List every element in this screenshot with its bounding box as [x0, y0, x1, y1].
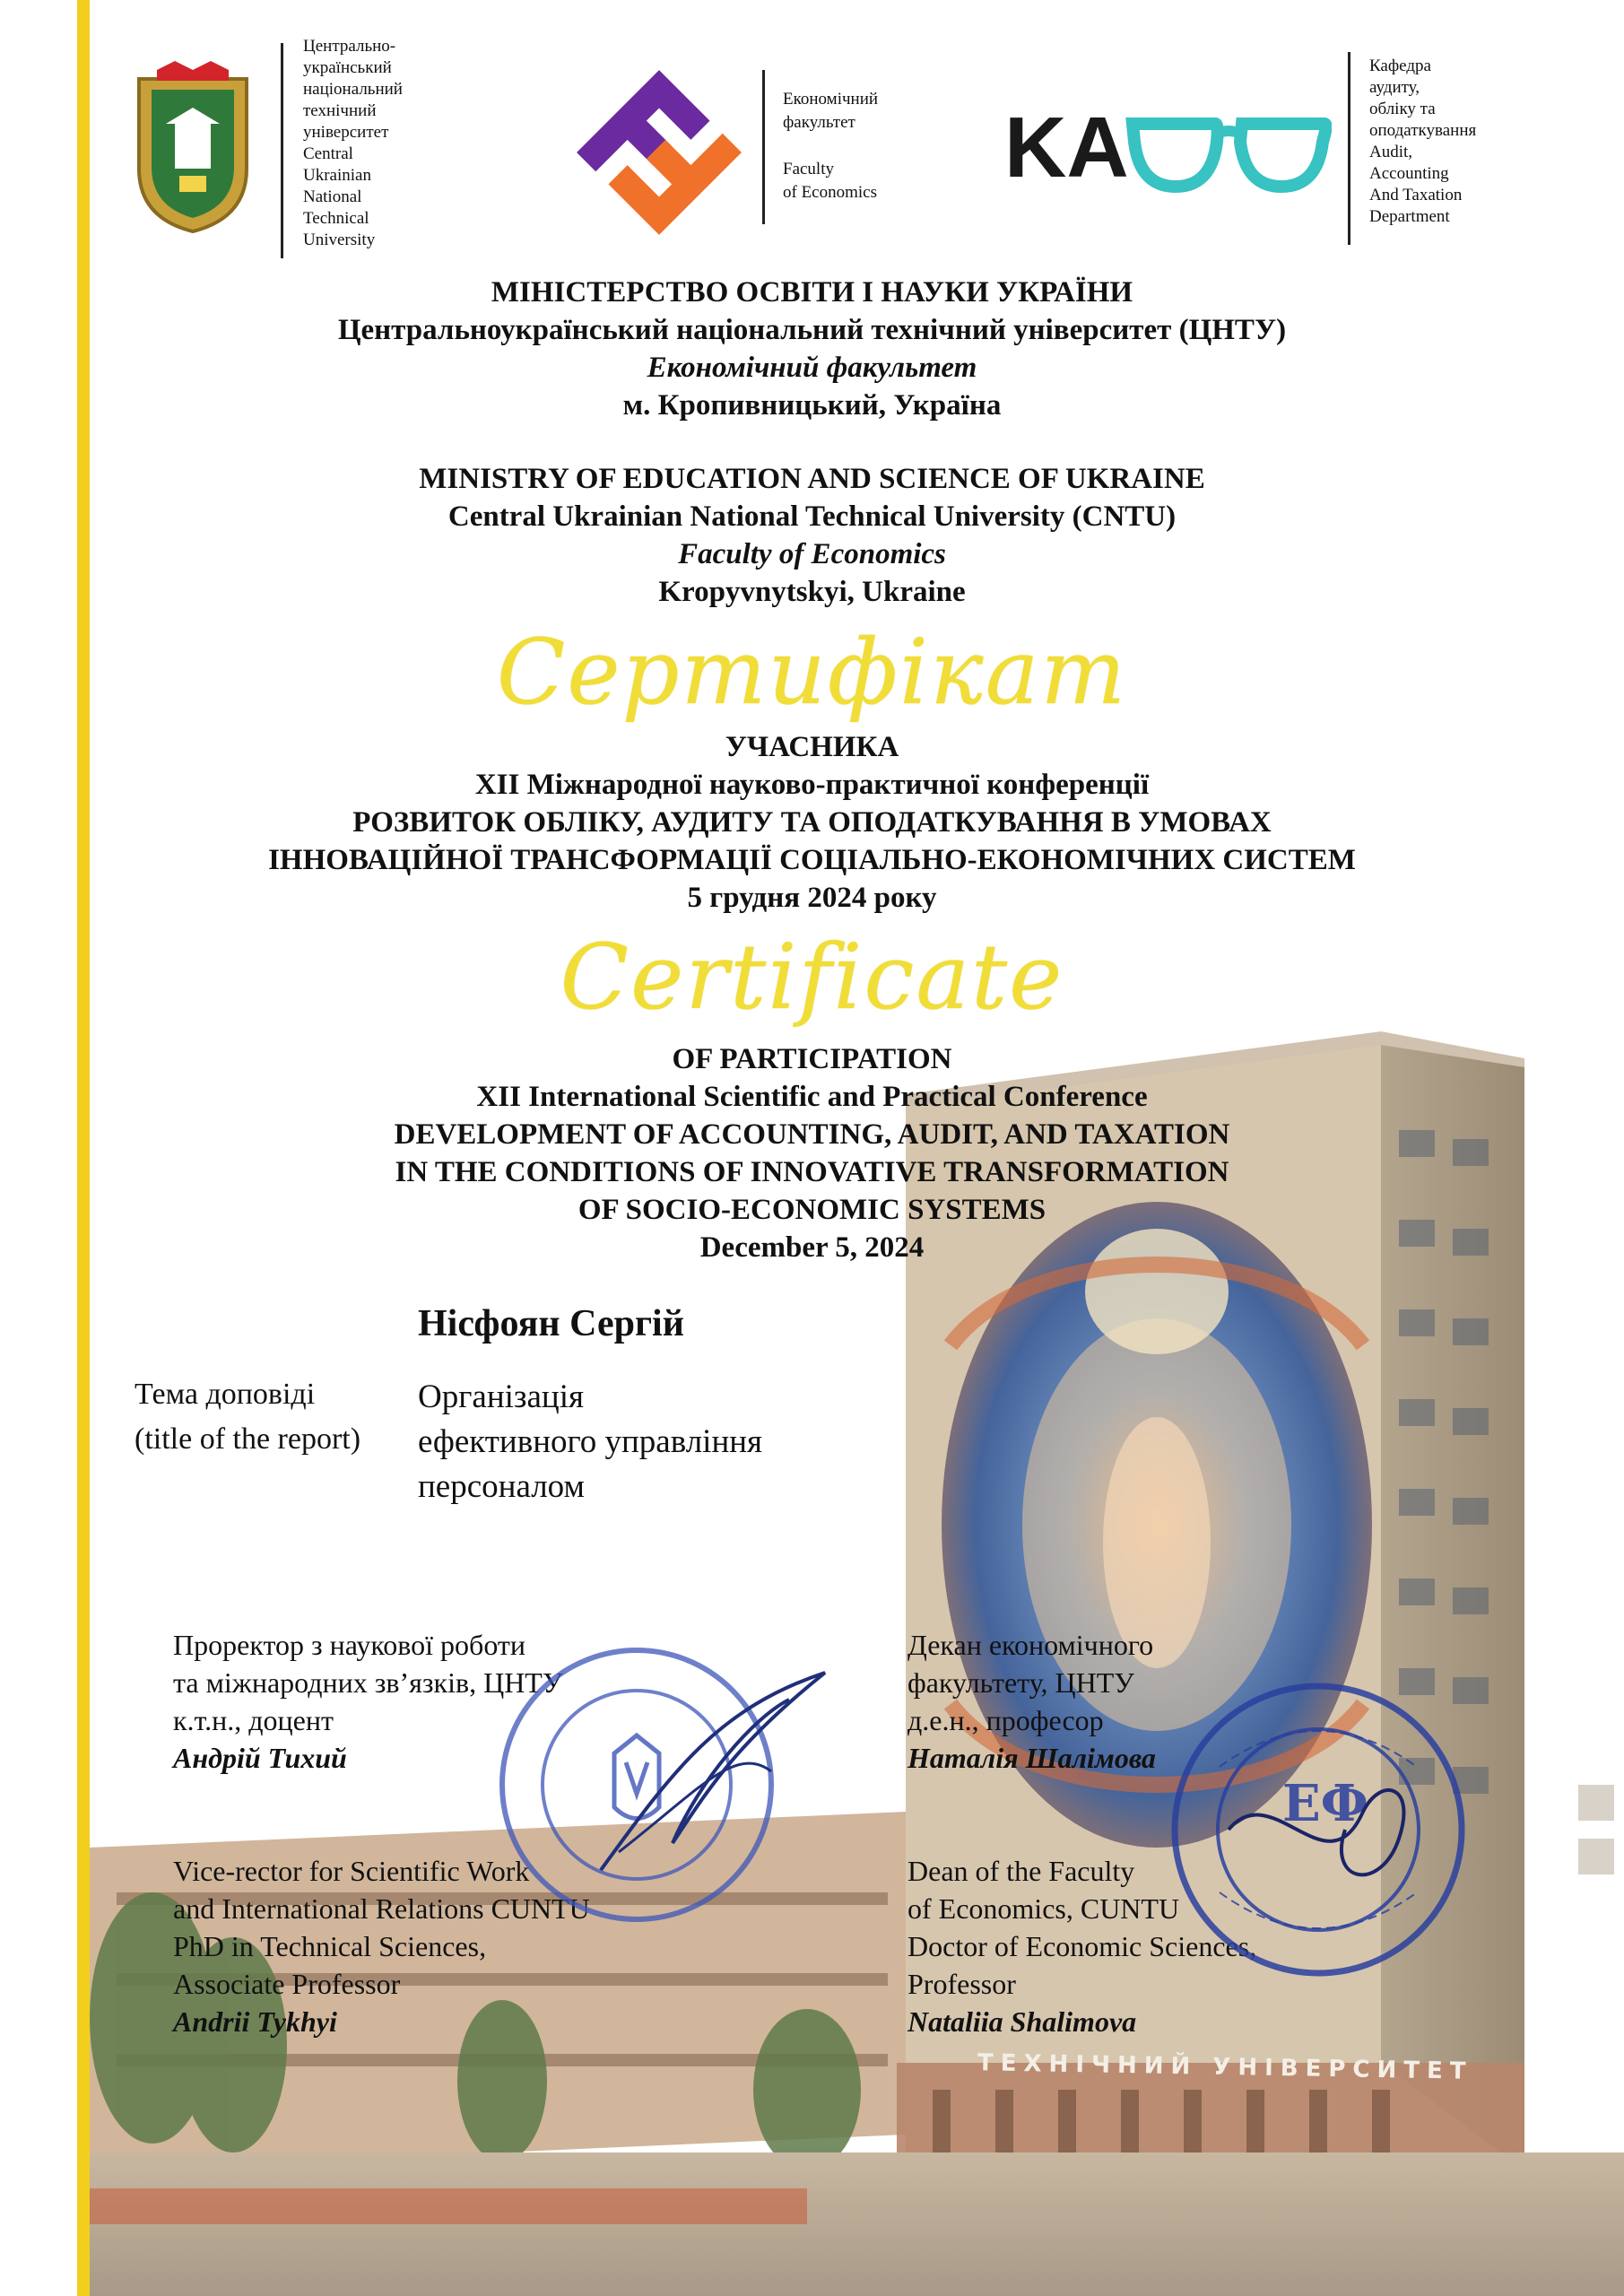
report-title: Організація ефективного управління персоналом: [418, 1378, 763, 1505]
university-stamp-icon: [466, 1637, 843, 1933]
faculty-seal-icon: [1166, 1677, 1471, 1982]
report-label: Тема доповіді (title of the report): [135, 1378, 361, 1456]
certificate-title-en: Certificate: [560, 925, 1064, 1030]
building-sign: ТЕХНІЧНИЙ УНІВЕРСИТЕТ: [977, 2049, 1473, 2085]
participant-name: Нісфоян Сергій: [418, 1303, 684, 1344]
ministry-en: MINISTRY OF EDUCATION AND SCIENCE OF UKRAINE: [419, 463, 1205, 495]
faculty-seal-mark: ЕФ: [1282, 1774, 1368, 1833]
certificate-ua-block: [90, 728, 1534, 917]
certificate-en-block: [90, 1040, 1534, 1266]
faculty-logo-caption: Економічний факультет Faculty of Economics: [783, 90, 879, 202]
date-en: December 5, 2024: [699, 1231, 925, 1264]
dean-name-en: Nataliia Shalimova: [908, 2005, 1137, 2038]
topic-en-line3: OF SOCIO-ECONOMIC SYSTEMS: [578, 1194, 1046, 1226]
faculty-en: Faculty of Economics: [678, 538, 946, 570]
city-ua: м. Кропивницький, Україна: [622, 389, 1002, 422]
dean-signature-en: Dean of the Faculty of Economics, CUNTU Doctor of Economic Sciences, Professor Nataliia Shalimova: [908, 1852, 1256, 2040]
participant-label-ua: УЧАСНИКА: [725, 731, 899, 763]
topic-ua-line2: ІННОВАЦІЙНОЇ ТРАНСФОРМАЦІЇ СОЦІАЛЬНО-ЕКОНОМІЧНИХ СИСТЕМ: [268, 844, 1356, 876]
faculty-ua: Економічний факультет: [647, 352, 977, 384]
header-divider: [281, 43, 283, 258]
participant-label-en: OF PARTICIPATION: [672, 1043, 952, 1075]
date-ua: 5 грудня 2024 року: [687, 882, 937, 914]
conference-ua: XII Міжнародної науково-практичної конференції: [474, 769, 1150, 801]
conference-en: XII International Scientific and Practical Conference: [476, 1081, 1148, 1113]
header-divider: [1348, 52, 1350, 245]
certificate-title-ua: Сертифікат: [496, 620, 1128, 725]
university-ua: Центральноукраїнський національний технічний університет (ЦНТУ): [337, 314, 1287, 346]
vice-rector-signature-ua: Проректор з наукової роботи та міжнародних зв’язків, ЦНТУ к.т.н., доцент Андрій Тихий: [173, 1626, 563, 1777]
topic-ua-line1: РОЗВИТОК ОБЛІКУ, АУДИТУ ТА ОПОДАТКУВАННЯ В УМОВАХ: [352, 806, 1272, 839]
topic-en-line1: DEVELOPMENT OF ACCOUNTING, AUDIT, AND TAXATION: [394, 1118, 1230, 1151]
department-logo-mark: KA: [1004, 100, 1129, 196]
topic-en-line2: IN THE CONDITIONS OF INNOVATIVE TRANSFORMATION: [395, 1156, 1229, 1188]
vice-rector-name-en: Andrii Tykhyi: [173, 2005, 337, 2038]
university-logo-caption: Центрально- український національний технічний університет Central Ukrainian National Technical University: [303, 37, 403, 249]
faculty-economics-logo-icon: [574, 67, 744, 238]
english-heading: [90, 460, 1534, 611]
department-logo-caption: Кафедра аудиту, обліку та оподаткування Audit, Accounting And Taxation Department: [1369, 57, 1477, 226]
dean-signature-ua: Декан економічного факультету, ЦНТУ д.е.н., професор Наталія Шалімова: [908, 1626, 1156, 1777]
vice-rector-signature-en: Vice-rector for Scientific Work and International Relations CUNTU PhD in Technical Sciences, Associate Professor Andrii Tykhyi: [173, 1852, 590, 2040]
dean-name-ua: Наталія Шалімова: [908, 1742, 1156, 1774]
header-divider: [762, 70, 765, 224]
ukrainian-heading: [90, 274, 1534, 424]
photo-edge-detail: [1578, 1776, 1624, 1883]
vice-rector-name-ua: Андрій Тихий: [173, 1742, 347, 1774]
glasses-icon: [1125, 115, 1332, 196]
university-en: Central Ukrainian National Technical University (CNTU): [447, 500, 1177, 533]
university-coat-of-arms-icon: [130, 61, 256, 236]
ministry-ua: МІНІСТЕРСТВО ОСВІТИ І НАУКИ УКРАЇНИ: [491, 276, 1133, 309]
city-en: Kropyvnytskyi, Ukraine: [658, 576, 966, 608]
yellow-border-stripe: [77, 0, 90, 2296]
